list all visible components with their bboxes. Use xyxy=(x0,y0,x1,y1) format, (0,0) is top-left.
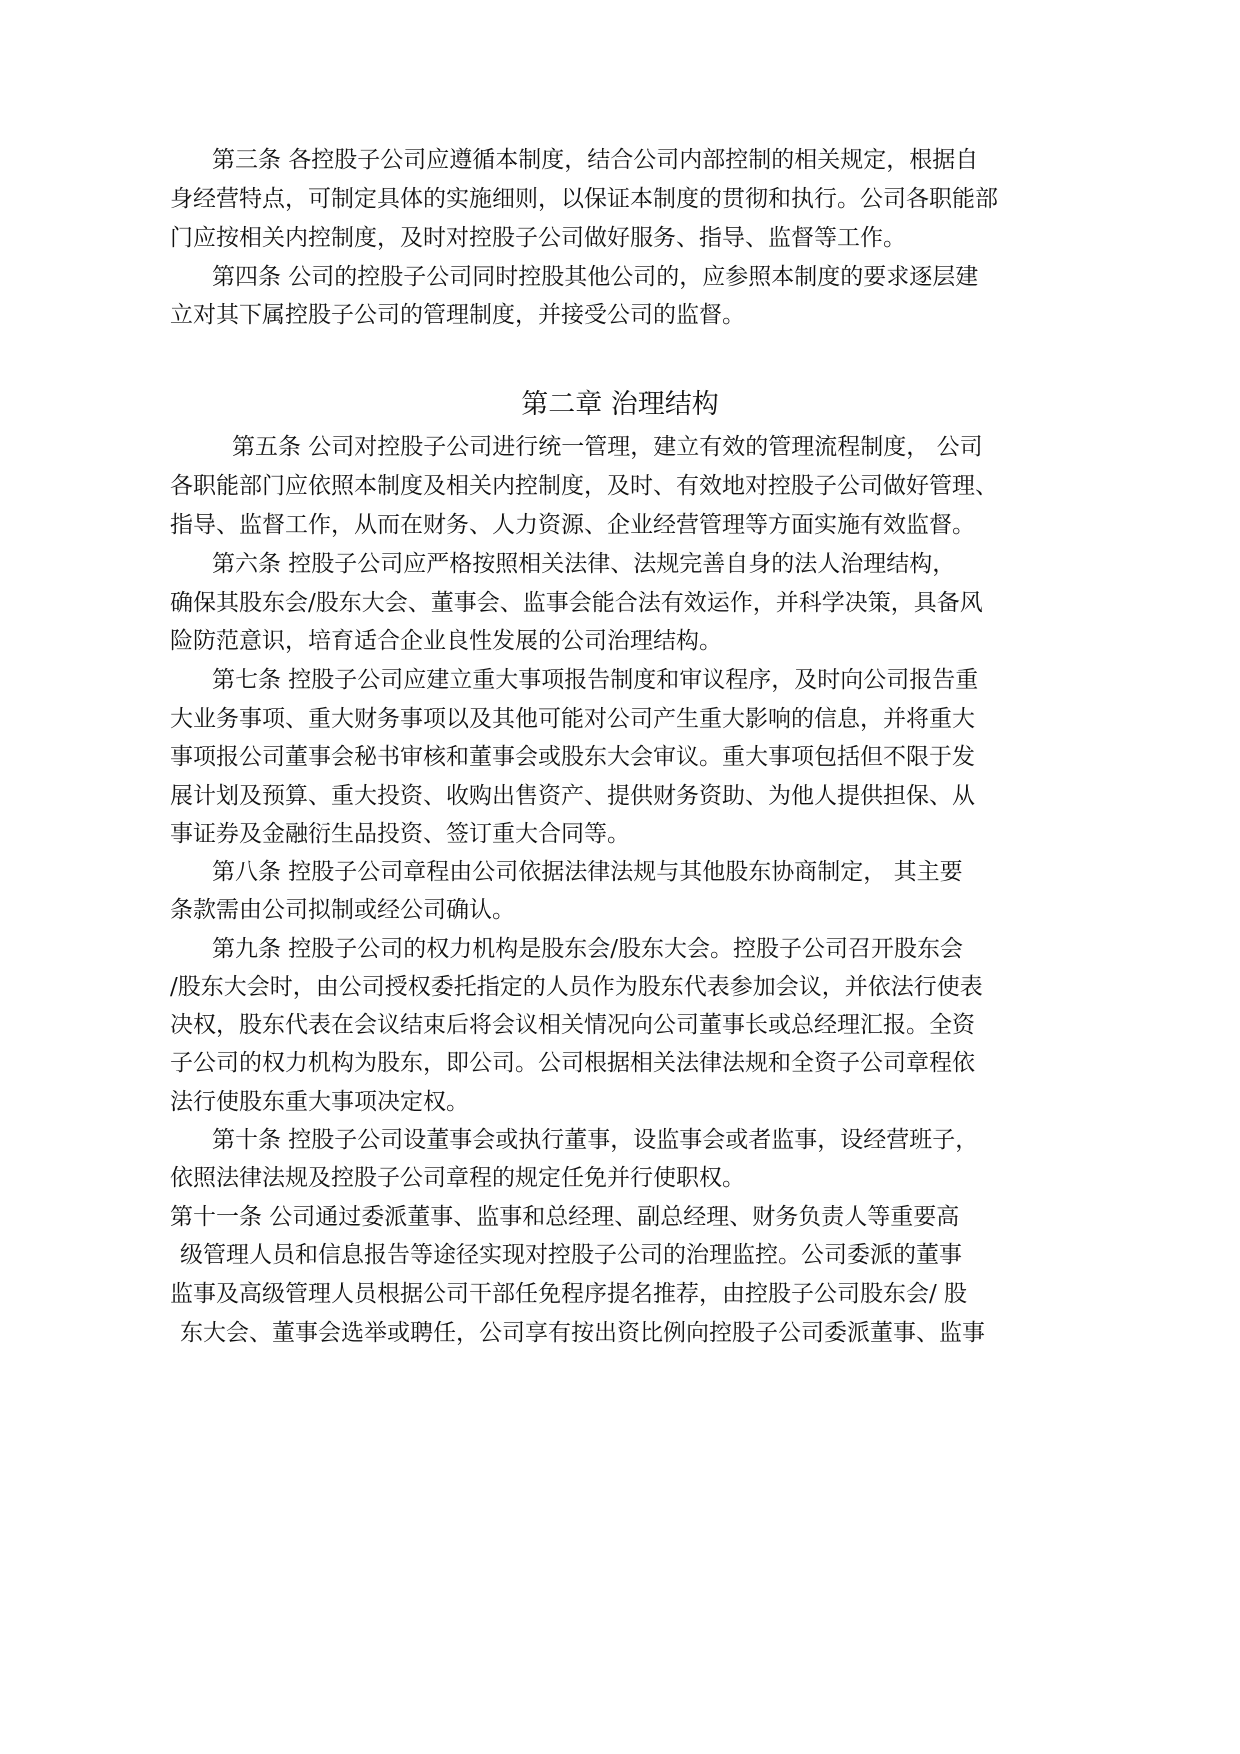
article-4-line: 第四条 公司的控股子公司同时控股其他公司的，应参照本制度的要求逐层建 xyxy=(212,264,979,290)
article-7-line: 第七条 控股子公司应建立重大事项报告制度和审议程序，及时向公司报告重 xyxy=(212,667,979,693)
article-7-line: 事项报公司董事会秘书审核和董事会或股东大会审议。重大事项包括但不限于发 xyxy=(170,744,975,770)
article-6-line: 险防范意识，培育适合企业良性发展的公司治理结构。 xyxy=(170,628,722,654)
article-9-line: 决权，股东代表在会议结束后将会议相关情况向公司董事长或总经理汇报。全资 xyxy=(170,1012,975,1038)
article-6-line: 确保其股东会/股东大会、董事会、监事会能合法有效运作，并科学决策，具备风 xyxy=(170,590,983,616)
article-11-line: 东大会、董事会选举或聘任，公司享有按出资比例向控股子公司委派董事、监事 xyxy=(180,1320,985,1346)
article-5-line: 各职能部门应依照本制度及相关内控制度，及时、有效地对控股子公司做好管理、 xyxy=(170,473,998,499)
article-3-line: 身经营特点，可制定具体的实施细则，以保证本制度的贯彻和执行。公司各职能部 xyxy=(170,186,998,212)
article-11-line: 监事及高级管理人员根据公司干部任免程序提名推荐，由控股子公司股东会/ 股 xyxy=(170,1281,968,1307)
article-7-line: 展计划及预算、重大投资、收购出售资产、提供财务资助、为他人提供担保、从 xyxy=(170,783,975,809)
article-7-line: 事证券及金融衍生品投资、签订重大合同等。 xyxy=(170,821,630,847)
article-5-line: 第五条 公司对控股子公司进行统一管理，建立有效的管理流程制度， 公司 xyxy=(232,434,983,460)
article-10-line: 第十条 控股子公司设董事会或执行董事，设监事会或者监事，设经营班子， xyxy=(212,1127,979,1153)
article-9-line: 法行使股东重大事项决定权。 xyxy=(170,1089,469,1115)
article-7-line: 大业务事项、重大财务事项以及其他可能对公司产生重大影响的信息，并将重大 xyxy=(170,706,975,732)
article-4-line: 立对其下属控股子公司的管理制度，并接受公司的监督。 xyxy=(170,302,745,328)
article-8-line: 第八条 控股子公司章程由公司依据法律法规与其他股东协商制定， 其主要 xyxy=(212,859,963,885)
article-11-line: 第十一条 公司通过委派董事、监事和总经理、副总经理、财务负责人等重要高 xyxy=(170,1204,960,1230)
chapter-heading: 第二章 治理结构 xyxy=(521,389,719,420)
article-9-line: 第九条 控股子公司的权力机构是股东会/股东大会。控股子公司召开股东会 xyxy=(212,936,964,962)
article-9-line: /股东大会时，由公司授权委托指定的人员作为股东代表参加会议，并依法行使表 xyxy=(170,974,983,1000)
article-6-line: 第六条 控股子公司应严格按照相关法律、法规完善自身的法人治理结构， xyxy=(212,551,956,577)
article-11-line: 级管理人员和信息报告等途径实现对控股子公司的治理监控。公司委派的董事 xyxy=(180,1242,962,1268)
article-8-line: 条款需由公司拟制或经公司确认。 xyxy=(170,897,515,923)
article-3-line: 第三条 各控股子公司应遵循本制度，结合公司内部控制的相关规定，根据自 xyxy=(212,147,979,173)
article-9-line: 子公司的权力机构为股东，即公司。公司根据相关法律法规和全资子公司章程依 xyxy=(170,1050,975,1076)
article-3-line: 门应按相关内控制度，及时对控股子公司做好服务、指导、监督等工作。 xyxy=(170,225,906,251)
article-10-line: 依照法律法规及控股子公司章程的规定任免并行使职权。 xyxy=(170,1165,745,1191)
article-5-line: 指导、监督工作，从而在财务、人力资源、企业经营管理等方面实施有效监督。 xyxy=(170,512,975,538)
